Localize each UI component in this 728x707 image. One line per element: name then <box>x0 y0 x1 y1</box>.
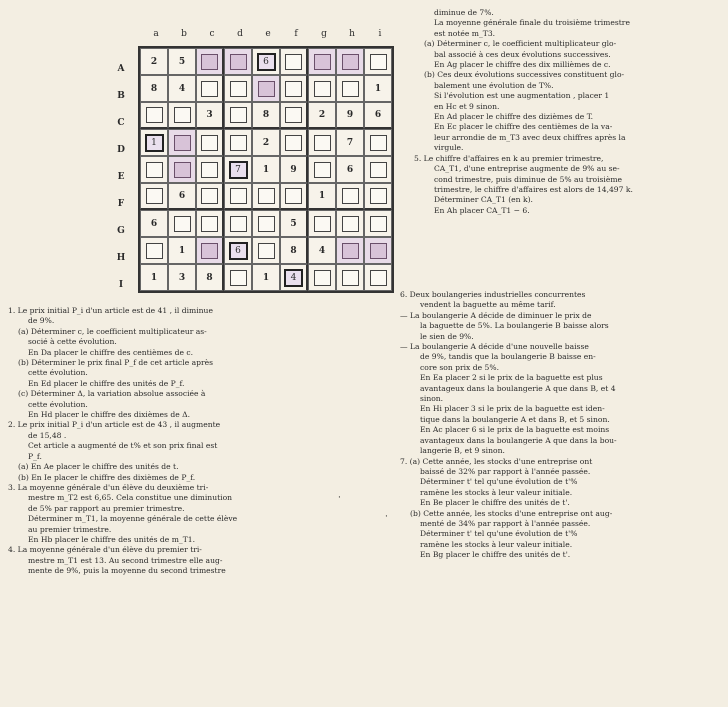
grid-cell-Gb[interactable] <box>168 210 196 237</box>
answer-box[interactable] <box>174 162 191 178</box>
grid-cell-Ah[interactable] <box>336 48 364 75</box>
answer-box[interactable] <box>370 270 387 286</box>
stray-mark: · <box>385 512 388 522</box>
row-label: A <box>117 64 125 74</box>
grid-cell-Cf[interactable] <box>280 102 308 129</box>
grid-cell-Fi[interactable] <box>364 183 392 210</box>
text-line: (b) Ces deux évolutions successives constituent glo- <box>424 70 625 80</box>
text-line: balement une évolution de T%. <box>434 80 554 90</box>
answer-box[interactable] <box>342 216 359 232</box>
text-line: ramène les stocks à leur valeur initiale. <box>420 539 573 549</box>
answer-box[interactable] <box>174 107 191 123</box>
answer-box[interactable] <box>201 216 218 232</box>
exercise-text-left <box>8 306 408 577</box>
text-line: En Be placer le chiffre des unités de t'. <box>420 498 570 508</box>
answer-box[interactable] <box>230 188 247 204</box>
grid-cell-Ag[interactable] <box>308 48 336 75</box>
column-label: e <box>265 29 271 39</box>
text-line: En Ah placer CA_T1 − 6. <box>434 205 530 215</box>
text-line: cette évolution. <box>28 399 88 409</box>
text-line: de 15,48 . <box>28 430 67 440</box>
answer-box[interactable]: 6 <box>257 53 276 71</box>
answer-box[interactable] <box>370 188 387 204</box>
grid-cell-Bi: 1 <box>364 75 392 102</box>
grid-cell-Ih[interactable] <box>336 264 364 291</box>
row-label: B <box>117 91 125 101</box>
text-line: mestre m_T1 est 13. Au second trimestre elle aug- <box>28 555 223 565</box>
grid-cell-Ed[interactable] <box>224 156 252 183</box>
column-label: i <box>378 29 382 39</box>
row-label: H <box>116 253 126 263</box>
answer-box[interactable]: 7 <box>229 161 248 179</box>
answer-box[interactable] <box>230 54 247 70</box>
text-line: de 9%, tandis que la boulangerie B baisse en- <box>420 352 596 362</box>
answer-box[interactable] <box>314 216 331 232</box>
grid-cell-Bh[interactable] <box>336 75 364 102</box>
text-line: core son prix de 5%. <box>420 362 499 372</box>
grid-cell-Hc[interactable] <box>196 237 224 264</box>
text-line: virgule. <box>434 143 464 153</box>
answer-box[interactable] <box>314 270 331 286</box>
text-line: au premier trimestre. <box>28 524 112 534</box>
grid-cell-Dg[interactable] <box>308 129 336 156</box>
text-line: est notée m_T3. <box>434 28 496 38</box>
text-line: Déterminer m_T1, la moyenne générale de cette élève <box>28 514 238 524</box>
answer-box[interactable] <box>342 81 359 97</box>
text-line: bal associé à ces deux évolutions successives. <box>434 49 611 59</box>
grid-cell-Id[interactable] <box>224 264 252 291</box>
grid-cell-Fb: 6 <box>168 183 196 210</box>
grid-cell-Ca[interactable] <box>140 102 168 129</box>
text-line: en Hc et 9 sinon. <box>434 101 500 111</box>
answer-box[interactable] <box>201 81 218 97</box>
text-line: En Hb placer le chiffre des unités de m_T1. <box>28 534 196 544</box>
answer-box[interactable] <box>285 135 302 151</box>
grid-cell-Hd[interactable] <box>224 237 252 264</box>
answer-box[interactable] <box>201 188 218 204</box>
grid-cell-Ge[interactable] <box>252 210 280 237</box>
text-line: 5. Le chiffre d'affaires en k au premier trimestre, <box>414 153 604 163</box>
grid-cell-Dh: 7 <box>336 129 364 156</box>
text-line: La moyenne générale finale du troisième trimestre <box>434 18 630 28</box>
text-line: En Ag placer le chiffre des dix millièmes de c. <box>434 60 611 70</box>
answer-box[interactable] <box>258 188 275 204</box>
answer-box[interactable] <box>314 81 331 97</box>
answer-box[interactable] <box>201 135 218 151</box>
column-labels <box>142 28 394 40</box>
text-line: cette évolution. <box>28 368 88 378</box>
grid-cell-Hh[interactable] <box>336 237 364 264</box>
text-line: (a) En Ae placer le chiffre des unités de t. <box>18 462 179 472</box>
column-label: d <box>237 29 243 39</box>
grid-cell-Fa[interactable] <box>140 183 168 210</box>
grid-cell-Ce: 8 <box>252 102 280 129</box>
grid-cell-Ic: 8 <box>196 264 224 291</box>
grid-cell-Da[interactable] <box>140 129 168 156</box>
grid-cell-Ei[interactable] <box>364 156 392 183</box>
text-line: de 5% par rapport au premier trimestre. <box>28 503 185 513</box>
grid-cell-Ch: 9 <box>336 102 364 129</box>
text-line: sinon. <box>420 394 444 404</box>
answer-box[interactable] <box>370 54 387 70</box>
text-line: avantageux dans la boulangerie A que dans la bou- <box>420 435 617 445</box>
grid-cell-Cd[interactable] <box>224 102 252 129</box>
grid-cell-Gh[interactable] <box>336 210 364 237</box>
row-label: F <box>117 199 125 209</box>
text-line: 2. Le prix initial P_i d'un article est de 43 , il augmente <box>8 420 221 430</box>
grid-cell-Eh: 6 <box>336 156 364 183</box>
answer-box[interactable] <box>370 135 387 151</box>
answer-box[interactable] <box>258 81 275 97</box>
grid-cell-Hg: 4 <box>308 237 336 264</box>
text-line: vendent la baguette au même tarif. <box>420 300 556 310</box>
answer-box[interactable] <box>230 107 247 123</box>
text-line: (b) Déterminer le prix final P_f de cet article après <box>18 358 214 368</box>
grid-cell-Di[interactable] <box>364 129 392 156</box>
answer-box[interactable] <box>230 135 247 151</box>
row-label: E <box>117 172 125 182</box>
grid-cell-Ib: 3 <box>168 264 196 291</box>
answer-box[interactable] <box>285 107 302 123</box>
column-label: f <box>294 29 298 39</box>
grid-cell-De: 2 <box>252 129 280 156</box>
text-line: cond trimestre, puis diminue de 5% au troisième <box>434 174 623 184</box>
grid-cell-Bg[interactable] <box>308 75 336 102</box>
text-line: mestre m_T2 est 6,65. Cela constitue une diminution <box>28 493 233 503</box>
stray-mark: · <box>338 493 341 503</box>
text-line: En Ac placer 6 si le prix de la baguette est moins <box>420 425 610 435</box>
answer-box[interactable] <box>201 162 218 178</box>
text-line: Cet article a augmenté de t% et son prix final est <box>28 441 218 451</box>
grid-cell-Fh[interactable] <box>336 183 364 210</box>
text-line: socié à cette évolution. <box>28 337 117 347</box>
text-line: En Ad placer le chiffre des dizièmes de T. <box>434 112 594 122</box>
column-label: h <box>349 29 355 39</box>
answer-box[interactable] <box>230 216 247 232</box>
grid-cell-Ea[interactable] <box>140 156 168 183</box>
text-line: En Hd placer le chiffre des dixièmes de Δ. <box>28 410 191 420</box>
grid-cell-Gi[interactable] <box>364 210 392 237</box>
grid-cell-Ai[interactable] <box>364 48 392 75</box>
answer-box[interactable] <box>174 135 191 151</box>
grid-cell-Fd[interactable] <box>224 183 252 210</box>
answer-box[interactable] <box>146 243 163 259</box>
grid-cell-Ba: 8 <box>140 75 168 102</box>
answer-box[interactable] <box>314 54 331 70</box>
text-line: la baguette de 5%. La boulangerie B baisse alors <box>420 321 609 331</box>
text-line: En Hi placer 3 si le prix de la baguette est iden- <box>420 404 605 414</box>
grid-cell-Ab: 5 <box>168 48 196 75</box>
grid-cell-Ig[interactable] <box>308 264 336 291</box>
grid-cell-Ac[interactable] <box>196 48 224 75</box>
text-line: — La boulangerie A décide d'une nouvelle baisse <box>400 342 589 352</box>
answer-box[interactable] <box>258 216 275 232</box>
text-line: diminue de 7%. <box>434 8 494 17</box>
row-label: G <box>117 226 125 236</box>
text-line: En Da placer le chiffre des centièmes de c. <box>28 347 194 357</box>
grid-cell-Bd[interactable] <box>224 75 252 102</box>
column-label: b <box>181 29 187 39</box>
text-line: le sien de 9%. <box>420 331 474 341</box>
text-line: 1. Le prix initial P_i d'un article est de 41 , il diminue <box>8 306 213 315</box>
grid-cell-Af[interactable] <box>280 48 308 75</box>
grid-cell-Fc[interactable] <box>196 183 224 210</box>
answer-box[interactable] <box>314 135 331 151</box>
text-line: En Ed placer le chiffre des unités de P_f. <box>28 378 185 388</box>
row-labels <box>110 56 132 299</box>
puzzle-grid <box>110 28 396 290</box>
answer-box[interactable] <box>314 162 331 178</box>
answer-box[interactable]: 1 <box>145 134 164 152</box>
grid-cell-Aa: 2 <box>140 48 168 75</box>
text-line: de 9%. <box>28 316 55 326</box>
text-line: trimestre, le chiffre d'affaires est alors de 14,497 k. <box>434 184 633 194</box>
grid-cell-Fg: 1 <box>308 183 336 210</box>
answer-box[interactable] <box>370 162 387 178</box>
text-line: Déterminer t' tel qu'une évolution de t'% <box>420 529 578 539</box>
text-line: Déterminer CA_T1 (en k). <box>434 195 533 205</box>
column-label: g <box>321 29 327 39</box>
grid-cell-Ci: 6 <box>364 102 392 129</box>
grid-cell-Df[interactable] <box>280 129 308 156</box>
answer-box[interactable] <box>230 81 247 97</box>
answer-box[interactable] <box>342 54 359 70</box>
grid-cell-Ha[interactable] <box>140 237 168 264</box>
answer-box[interactable] <box>342 243 359 259</box>
column-label: c <box>209 29 215 39</box>
answer-box[interactable]: 4 <box>284 269 303 287</box>
grid-cell-If[interactable] <box>280 264 308 291</box>
answer-box[interactable] <box>174 216 191 232</box>
grid-cell-Cg: 2 <box>308 102 336 129</box>
text-line: tique dans la boulangerie A et dans B, et 5 sinon. <box>420 414 610 424</box>
text-line: 7. (a) Cette année, les stocks d'une entreprise ont <box>400 456 593 466</box>
answer-box[interactable] <box>285 54 302 70</box>
grid-cell-Ga: 6 <box>140 210 168 237</box>
answer-box[interactable] <box>201 243 218 259</box>
grid-cell-Gc[interactable] <box>196 210 224 237</box>
grid-cell-Dd[interactable] <box>224 129 252 156</box>
grid-cell-Be[interactable] <box>252 75 280 102</box>
grid-cell-Eg[interactable] <box>308 156 336 183</box>
grid-cell-Bf[interactable] <box>280 75 308 102</box>
grid-cell-Ff[interactable] <box>280 183 308 210</box>
text-line: P_f. <box>28 451 42 461</box>
exercise-text-right-top <box>414 8 722 216</box>
grid-cell-Fe[interactable] <box>252 183 280 210</box>
text-line: menté de 34% par rapport à l'année passée. <box>420 518 591 528</box>
answer-box[interactable] <box>370 216 387 232</box>
grid-cell-Cc: 3 <box>196 102 224 129</box>
grid-cell-Gg[interactable] <box>308 210 336 237</box>
grid-cell-Ia: 1 <box>140 264 168 291</box>
grid-cell-Db[interactable] <box>168 129 196 156</box>
grid-cell-Eb[interactable] <box>168 156 196 183</box>
answer-box[interactable] <box>342 270 359 286</box>
grid-cell-Ee: 1 <box>252 156 280 183</box>
grid-cell-Ef: 9 <box>280 156 308 183</box>
text-line: — La boulangerie A décide de diminuer le prix de <box>400 310 592 320</box>
answer-box[interactable] <box>342 188 359 204</box>
text-line: avantageux dans la boulangerie A que dans B, et 4 <box>420 383 616 393</box>
answer-box[interactable] <box>285 81 302 97</box>
text-line: (b) En Ie placer le chiffre des dixièmes de P_f. <box>18 472 196 482</box>
grid-cell-Gd[interactable] <box>224 210 252 237</box>
text-line: En Ea placer 2 si le prix de la baguette est plus <box>420 373 603 383</box>
grid-cell-Bc[interactable] <box>196 75 224 102</box>
text-line: ramène les stocks à leur valeur initiale. <box>420 487 573 497</box>
grid-cell-Ae[interactable] <box>252 48 280 75</box>
text-line: CA_T1, d'une entreprise augmente de 9% au se- <box>434 164 620 174</box>
grid-cell-Ad[interactable] <box>224 48 252 75</box>
text-line: (a) Déterminer c, le coefficient multiplicateur as- <box>18 326 207 336</box>
row-label: D <box>117 145 125 155</box>
answer-box[interactable] <box>230 270 247 286</box>
text-line: (a) Déterminer c, le coefficient multiplicateur glo- <box>424 39 617 49</box>
answer-box[interactable] <box>146 107 163 123</box>
text-line: 6. Deux boulangeries industrielles concurrentes <box>400 290 586 299</box>
text-line: leur arrondie de m_T3 avec deux chiffres après la <box>434 132 626 142</box>
grid-cell-He[interactable] <box>252 237 280 264</box>
answer-box[interactable] <box>146 188 163 204</box>
grid-cell-Hb: 1 <box>168 237 196 264</box>
grid-cell-Dc[interactable] <box>196 129 224 156</box>
column-label: a <box>153 29 159 39</box>
text-line: En Bg placer le chiffre des unités de t'. <box>420 550 571 560</box>
text-line: mente de 9%, puis la moyenne du second trimestre <box>28 566 226 576</box>
grid-cell-Ec[interactable] <box>196 156 224 183</box>
text-line: Si l'évolution est une augmentation , placer 1 <box>434 91 610 101</box>
grid-cell-Ie: 1 <box>252 264 280 291</box>
grid-cell-Bb: 4 <box>168 75 196 102</box>
grid-cell-Gf: 5 <box>280 210 308 237</box>
row-label: C <box>117 118 125 128</box>
text-line: Déterminer t' tel qu'une évolution de t'% <box>420 477 578 487</box>
text-line: 3. La moyenne générale d'un élève du deuxième tri- <box>8 482 209 492</box>
answer-box[interactable] <box>285 188 302 204</box>
text-line: langerie B, et 9 sinon. <box>420 446 505 456</box>
answer-box[interactable] <box>370 243 387 259</box>
text-line: (b) Cette année, les stocks d'une entreprise ont aug- <box>410 508 613 518</box>
text-line: En Ec placer le chiffre des centièmes de la va- <box>434 122 613 132</box>
answer-box[interactable] <box>201 54 218 70</box>
text-line: baissé de 32% par rapport à l'année passée. <box>420 466 591 476</box>
grid-cell-Hi[interactable] <box>364 237 392 264</box>
row-label: I <box>118 280 124 290</box>
grid-board <box>138 46 394 293</box>
answer-box[interactable] <box>146 162 163 178</box>
text-line: 4. La moyenne générale d'un élève du premier tri- <box>8 545 202 555</box>
answer-box[interactable] <box>258 243 275 259</box>
grid-cell-Cb[interactable] <box>168 102 196 129</box>
exercise-text-right-bottom <box>400 290 722 561</box>
text-line: (c) Déterminer Δ, la variation absolue associée à <box>18 389 206 399</box>
answer-box[interactable]: 6 <box>229 242 248 260</box>
grid-cell-Hf: 8 <box>280 237 308 264</box>
grid-cell-Ii[interactable] <box>364 264 392 291</box>
